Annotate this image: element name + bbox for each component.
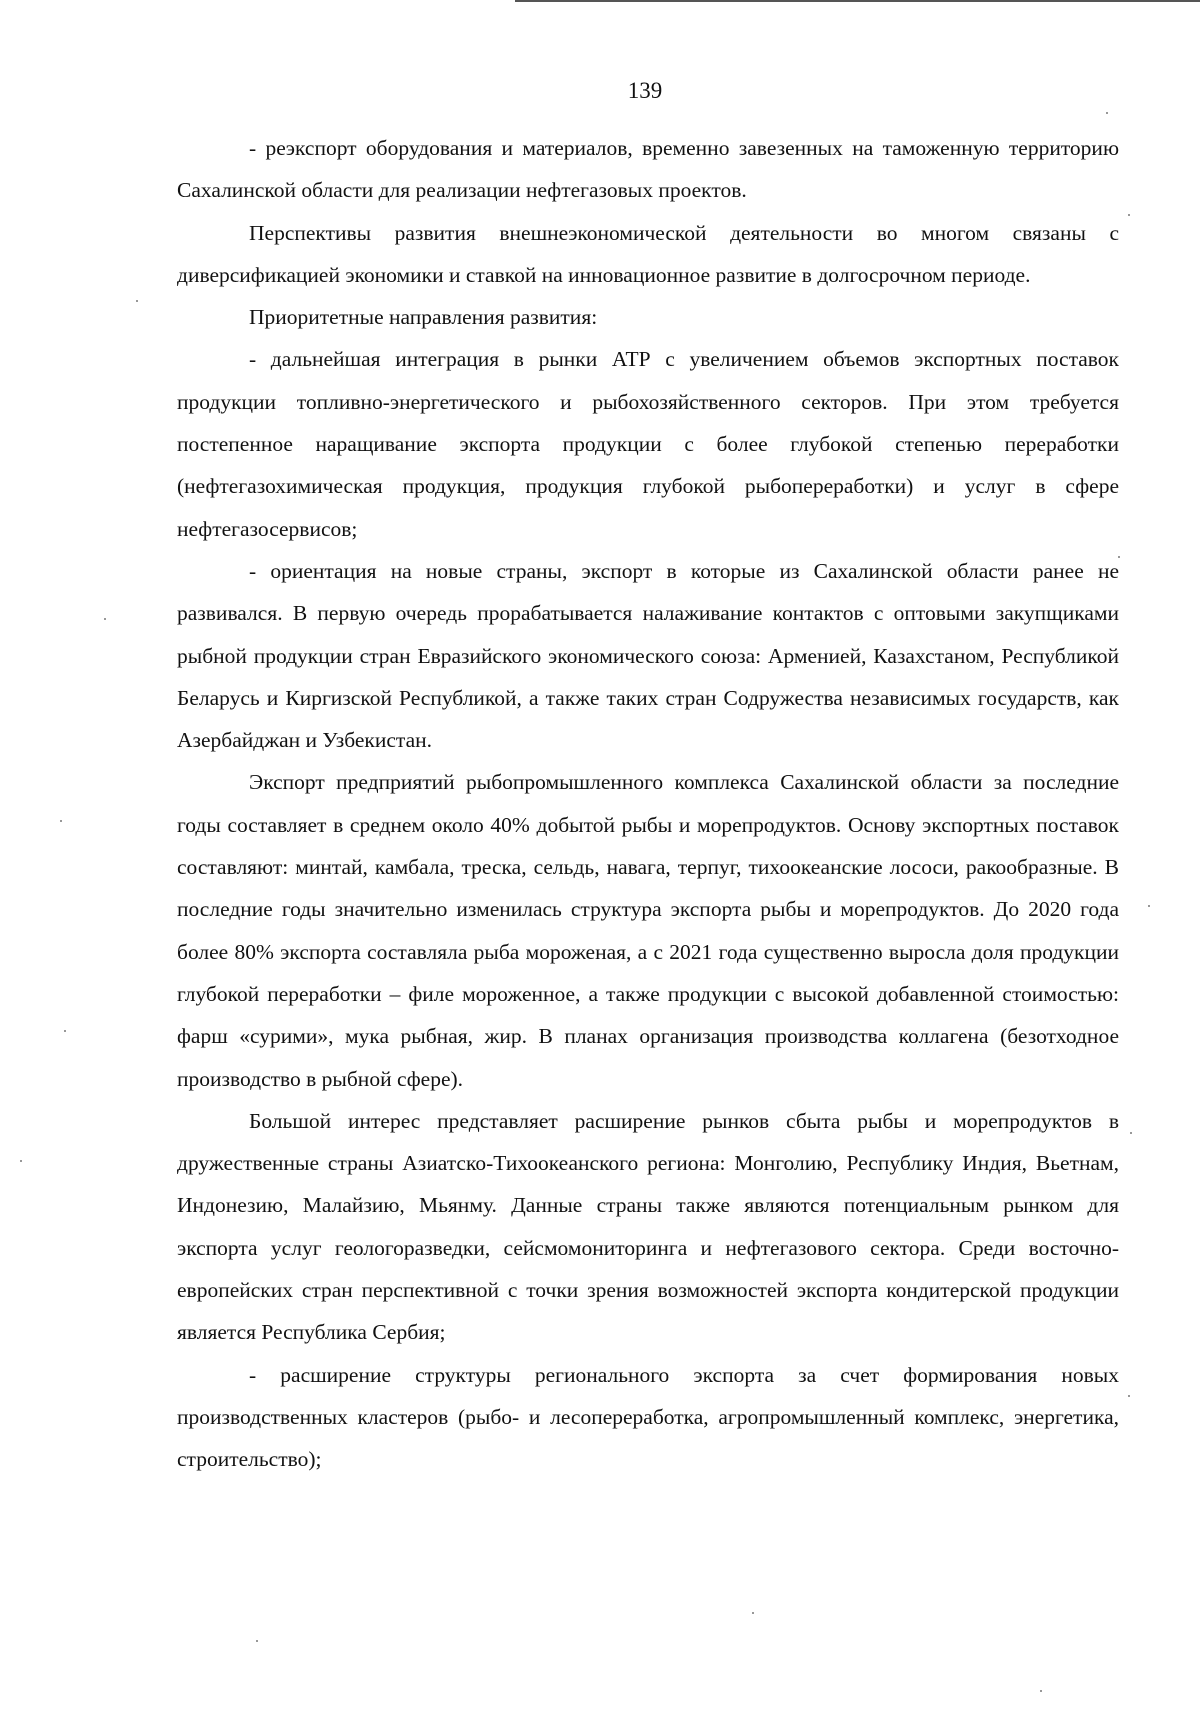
scan-speck [256,1640,258,1642]
paragraph-new-clusters: - расширение структуры регионального экспорта за счет формирования новых производственных кластеров (рыбо- и лесопереработка, агропромышленный комплекс, энергетика, строительство); [177,1362,1119,1472]
paragraph-priorities-heading: Приоритетные направления развития: [249,305,598,330]
paragraph-fish-export: Экспорт предприятий рыбопромышленного комплекса Сахалинской области за последние годы составляет в среднем около 40% добытой рыбы и морепродуктов. Основу экспортных поставок составляют: минтай, камбала, треска, сельдь, навага, терпуг, тихоокеанские лососи, ракообразные. В последние годы значительно изменилась структура экспорта рыбы и морепродуктов. До 2020 года более 80% экспорта составляла рыба мороженая, а с 2021 года существенно выросла доля продукции глубокой переработки – филе мороженное, а также продукции с высокой добавленной стоимостью: фарш «сурими», мука рыбная, жир. В планах организация производства коллагена (безотходное производство в рыбной сфере). [177,770,1119,1091]
paragraph-apr-integration: - дальнейшая интеграция в рынки АТР с увеличением объемов экспортных поставок продукции топливно-энергетического и рыбохозяйственного секторов. При этом требуется постепенное наращивание экспорта продукции с более глубокой степенью переработки (нефтегазохимическая продукция, продукция глубокой рыбопереработки) и услуг в сфере нефтегазосервисов; [177,347,1119,541]
scan-speck [1128,214,1130,216]
body-text [177,127,1119,1481]
scan-speck [136,300,138,302]
scan-speck [104,618,106,620]
paragraph-prospects: Перспективы развития внешнеэкономической деятельности во многом связаны с диверсификацией экономики и ставкой на инновационное развитие в долгосрочном периоде. [177,220,1119,287]
paragraph-friendly-markets: Большой интерес представляет расширение рынков сбыта рыбы и морепродуктов в дружественные страны Азиатско-Тихоокеанского региона: Монголию, Республику Индия, Вьетнам, Индонезию, Малайзию, Мьянму. Данные страны также являются потенциальным рынком для экспорта услуг геологоразведки, сейсмомониторинга и нефтегазового сектора. Среди восточно-европейских стран перспективной с точки зрения возможностей экспорта кондитерской продукции является Республика Сербия; [177,1108,1119,1345]
scan-speck [1106,112,1108,114]
scan-speck [64,1030,66,1032]
scan-top-edge-line [515,0,1200,2]
scan-speck [60,820,62,822]
paragraph-new-countries: - ориентация на новые страны, экспорт в которые из Сахалинской области ранее не развивался. В первую очередь прорабатывается налаживание контактов с оптовыми закупщиками рыбной продукции стран Евразийского экономического союза: Арменией, Казахстаном, Республикой Беларусь и Киргизской Республикой, а также таких стран Содружества независимых государств, как Азербайджан и Узбекистан. [177,558,1119,753]
scan-speck [752,1612,754,1614]
page-number: 139 [627,78,663,103]
scan-speck [1118,556,1120,558]
scan-speck [1148,905,1150,907]
paragraph-reexport: - реэкспорт оборудования и материалов, временно завезенных на таможенную территорию Сахалинской области для реализации нефтегазовых проектов. [177,136,1119,203]
scan-speck [1130,1132,1132,1134]
scan-speck [1128,1395,1130,1397]
scan-speck [20,1160,22,1162]
scan-speck [1040,1690,1042,1692]
